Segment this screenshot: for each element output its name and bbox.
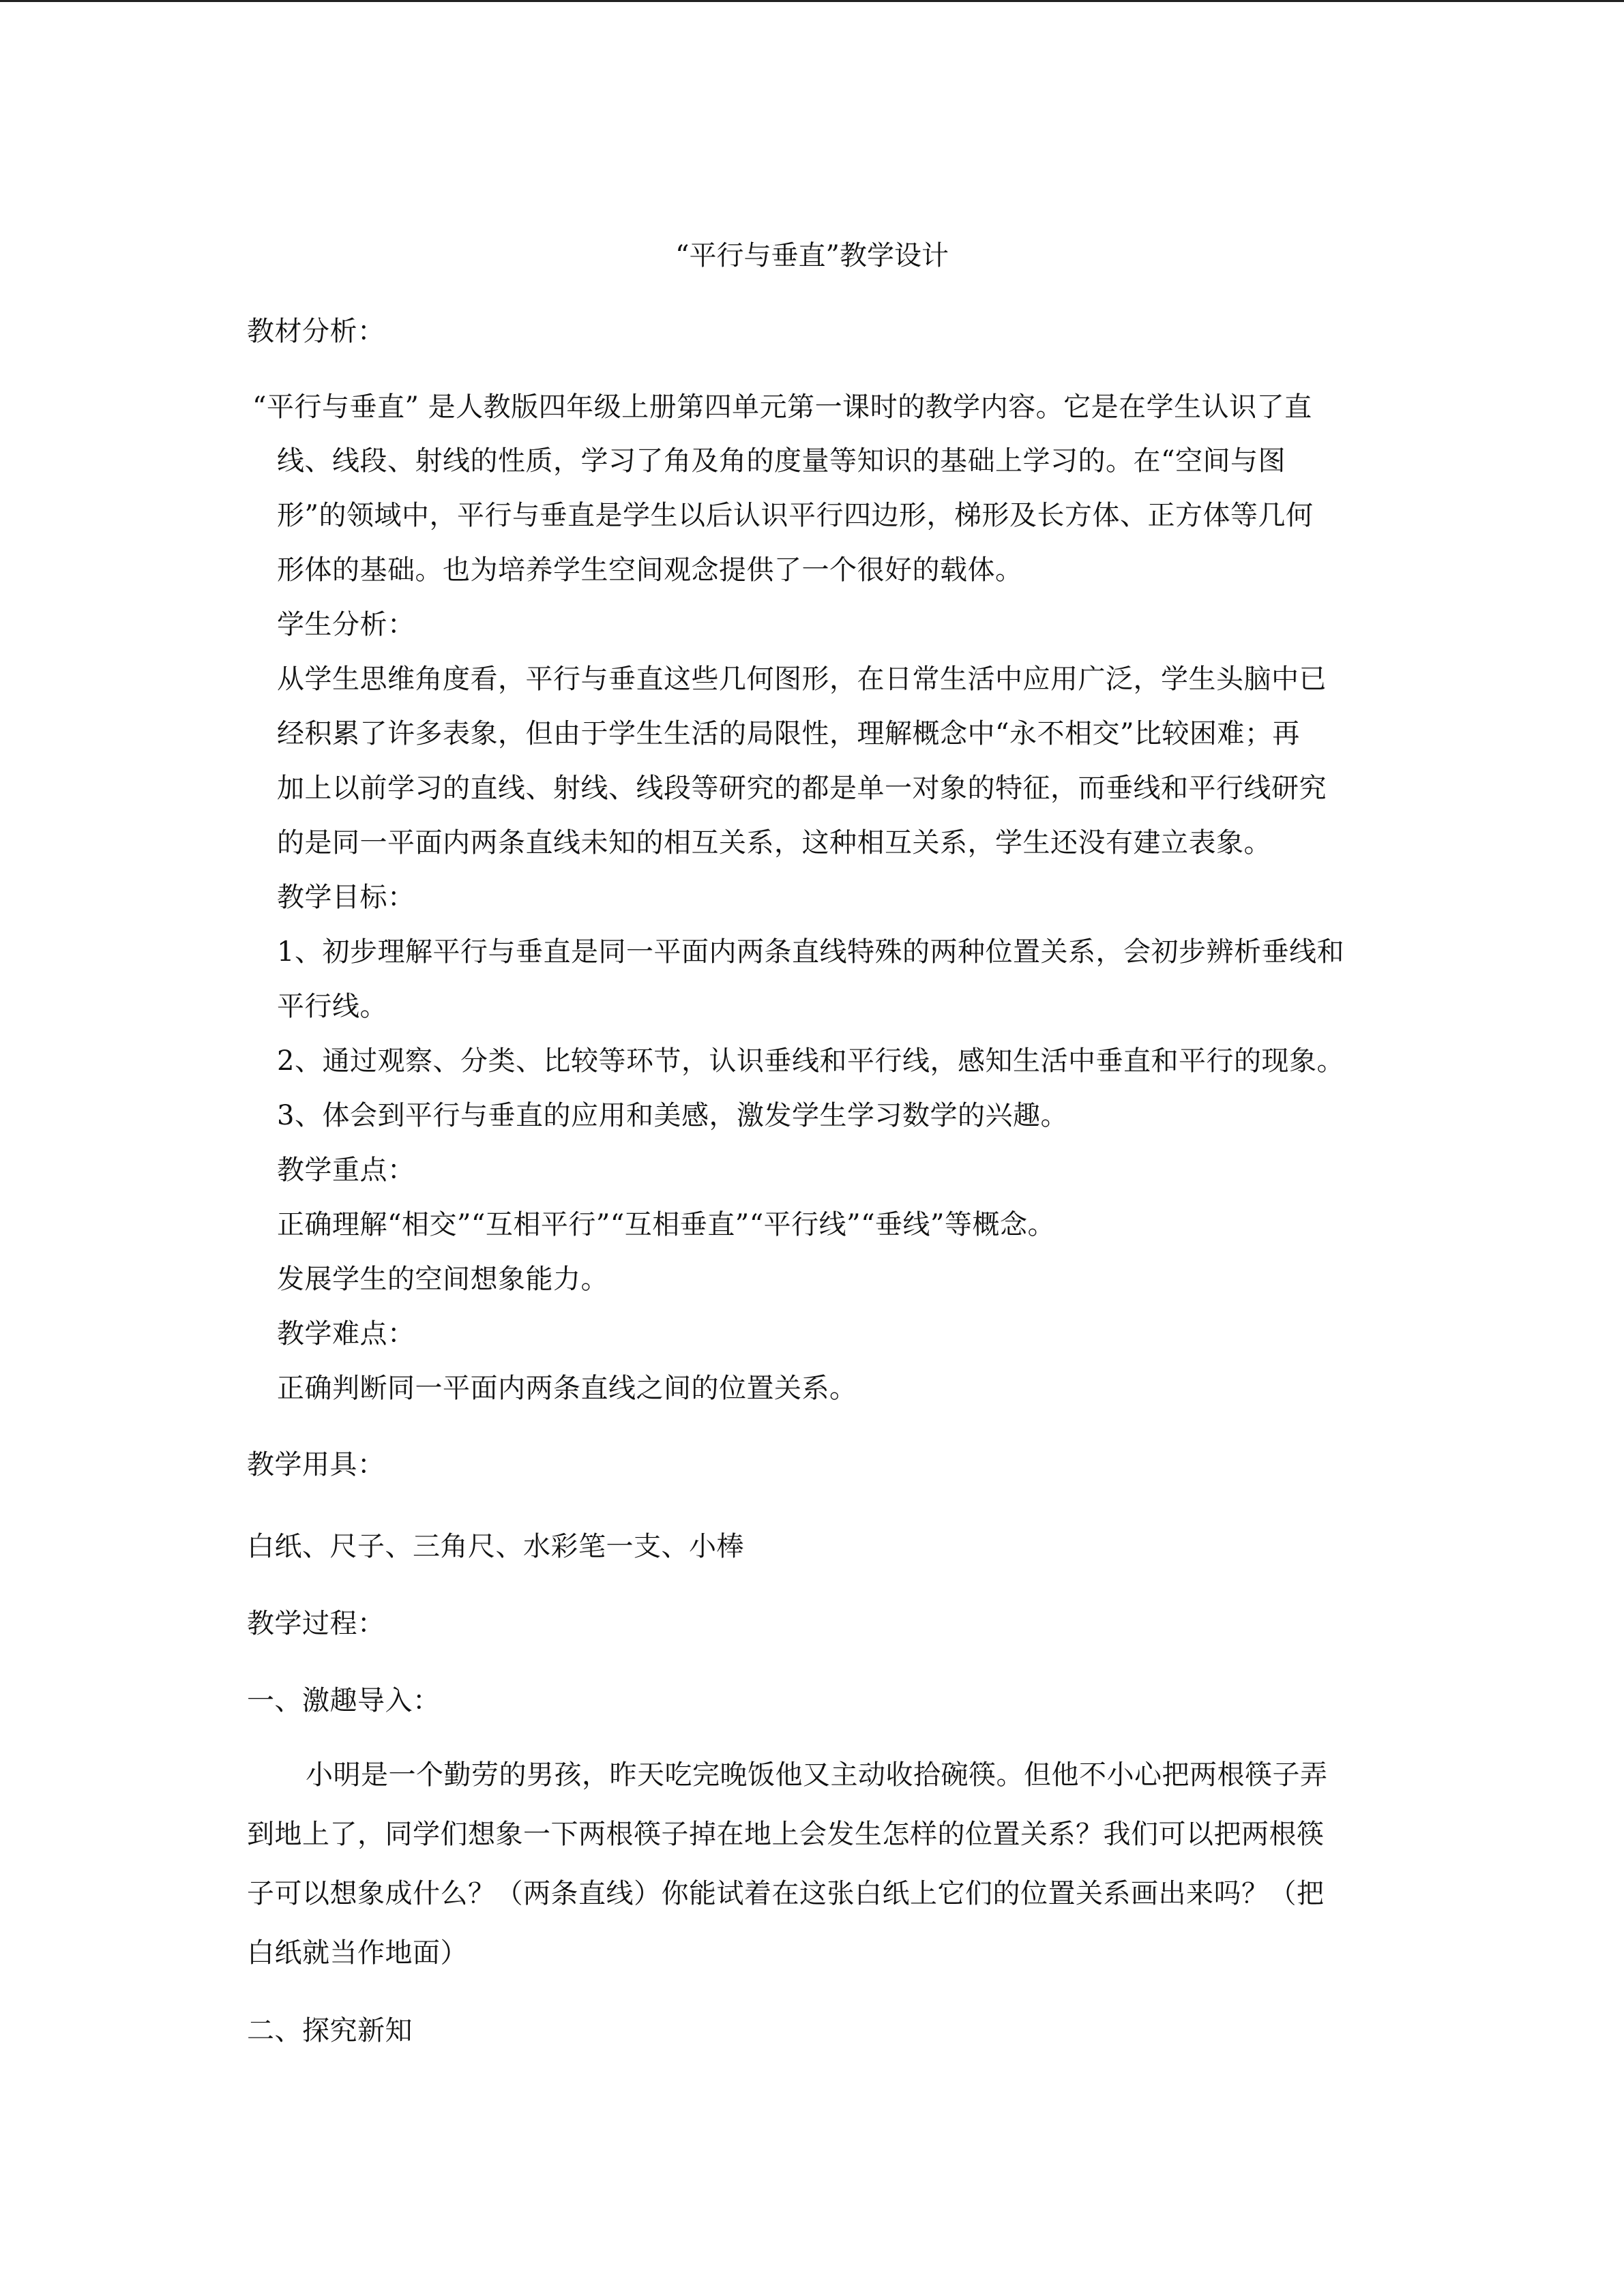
intro-paragraph-line-4: 白纸就当作地面）: [247, 1937, 468, 1969]
document-title: “平行与垂直”教学设计: [675, 240, 949, 271]
key-points-heading: 教学重点：: [277, 1154, 415, 1186]
student-paragraph-line-3: 加上以前学习的直线、射线、线段等研究的都是单一对象的特征，而垂线和平行线研究: [277, 773, 1327, 804]
goal-1-line-1: 1、初步理解平行与垂直是同一平面内两条直线特殊的两种位置关系，会初步辨析垂线和: [277, 936, 1344, 968]
goal-1-line-2: 平行线。: [277, 991, 387, 1022]
process-heading: 教学过程：: [247, 1608, 385, 1639]
intro-paragraph-line-1: 小明是一个勤劳的男孩，昨天吃完晚饭他又主动收拾碗筷。但他不小心把两根筷子弄: [306, 1759, 1328, 1791]
student-paragraph-line-2: 经积累了许多表象，但由于学生生活的局限性，理解概念中“永不相交”比较困难；再: [277, 718, 1300, 749]
intro-paragraph-line-2: 到地上了，同学们想象一下两根筷子掉在地上会发生怎样的位置关系？我们可以把两根筷: [247, 1819, 1325, 1850]
student-analysis-heading: 学生分析：: [277, 609, 415, 640]
goal-3: 3、体会到平行与垂直的应用和美感，激发学生学习数学的兴趣。: [277, 1100, 1068, 1131]
goal-2: 2、通过观察、分类、比较等环节，认识垂线和平行线，感知生活中垂直和平行的现象。: [277, 1045, 1344, 1077]
key-point-2: 发展学生的空间想象能力。: [277, 1264, 608, 1295]
key-point-1: 正确理解“相交”“互相平行”“互相垂直”“平行线”“垂线”等概念。: [277, 1209, 1055, 1240]
student-paragraph-line-4: 的是同一平面内两条直线未知的相互关系，这种相互关系，学生还没有建立表象。: [277, 827, 1271, 859]
material-paragraph-line-2: 线、线段、射线的性质，学习了角及角的度量等知识的基础上学习的。在“空间与图: [277, 445, 1286, 477]
difficulty-heading: 教学难点：: [277, 1318, 415, 1350]
material-analysis-heading: 教材分析：: [247, 316, 385, 347]
tools-heading: 教学用具：: [247, 1449, 385, 1480]
student-paragraph-line-1: 从学生思维角度看，平行与垂直这些几何图形，在日常生活中应用广泛，学生头脑中已: [277, 664, 1327, 695]
difficulty-1: 正确判断同一平面内两条直线之间的位置关系。: [277, 1373, 857, 1404]
material-paragraph-line-4: 形体的基础。也为培养学生空间观念提供了一个很好的载体。: [277, 554, 1023, 586]
tools-text: 白纸、尺子、三角尺、水彩笔一支、小棒: [247, 1531, 744, 1562]
material-paragraph-line-1: “平行与垂直” 是人教版四年级上册第四单元第一课时的教学内容。它是在学生认识了直: [252, 391, 1312, 423]
teaching-goals-heading: 教学目标：: [277, 882, 415, 913]
material-paragraph-line-3: 形”的领域中，平行与垂直是学生以后认识平行四边形，梯形及长方体、正方体等几何: [277, 500, 1314, 531]
explore-heading: 二、探究新知: [247, 2015, 413, 2046]
intro-heading: 一、激趣导入：: [247, 1685, 441, 1716]
intro-paragraph-line-3: 子可以想象成什么？（两条直线）你能试着在这张白纸上它们的位置关系画出来吗？（把: [247, 1878, 1325, 1909]
